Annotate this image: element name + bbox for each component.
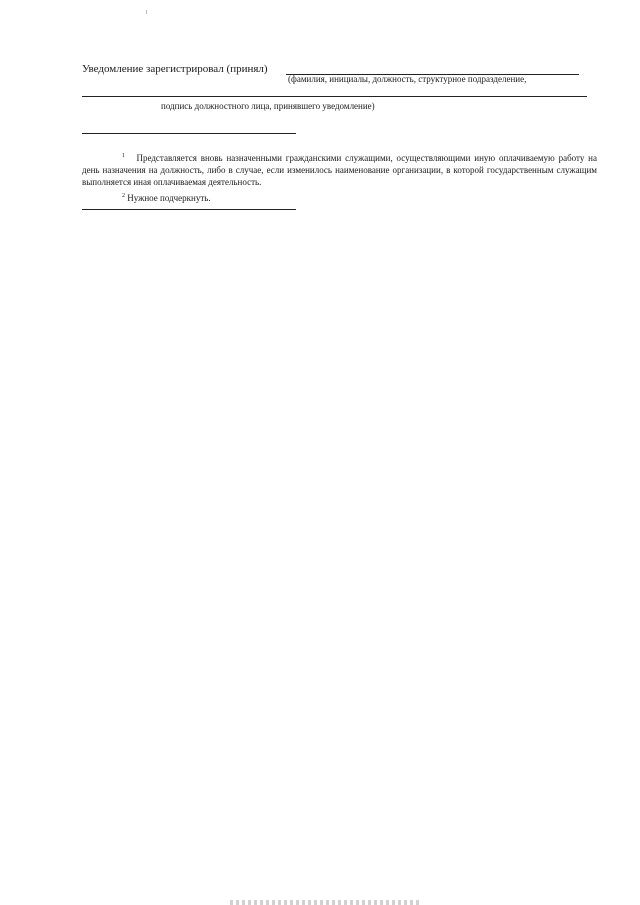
signature-caption: подпись должностного лица, принявшего уведомление) (161, 101, 375, 111)
signature-blank-line (82, 96, 587, 97)
footnote-1 (82, 152, 597, 188)
scan-artifact-bottom (230, 900, 420, 905)
registration-caption: (фамилия, инициалы, должность, структурное подразделение, (288, 74, 527, 84)
footnote-2-marker: 2 (122, 193, 125, 199)
footnote-2-text: Нужное подчеркнуть. (127, 193, 211, 203)
footnote-separator (82, 133, 296, 134)
registration-label: Уведомление зарегистрировал (принял) (82, 63, 268, 75)
footnote-1-marker: 1 (122, 153, 125, 159)
footnote-1-text: Представляется вновь назначенными гражданскими служащими, осуществляющими иную оплачиваемую работу на день назначения на должность, либо в случае, если изменилось наименование организации, в которой государственным служащим выполняется иная оплачиваемая деятельность. (82, 153, 597, 187)
footnote-2 (122, 193, 211, 203)
scan-artifact-top (146, 10, 147, 14)
footnote-bottom-rule (82, 209, 296, 210)
